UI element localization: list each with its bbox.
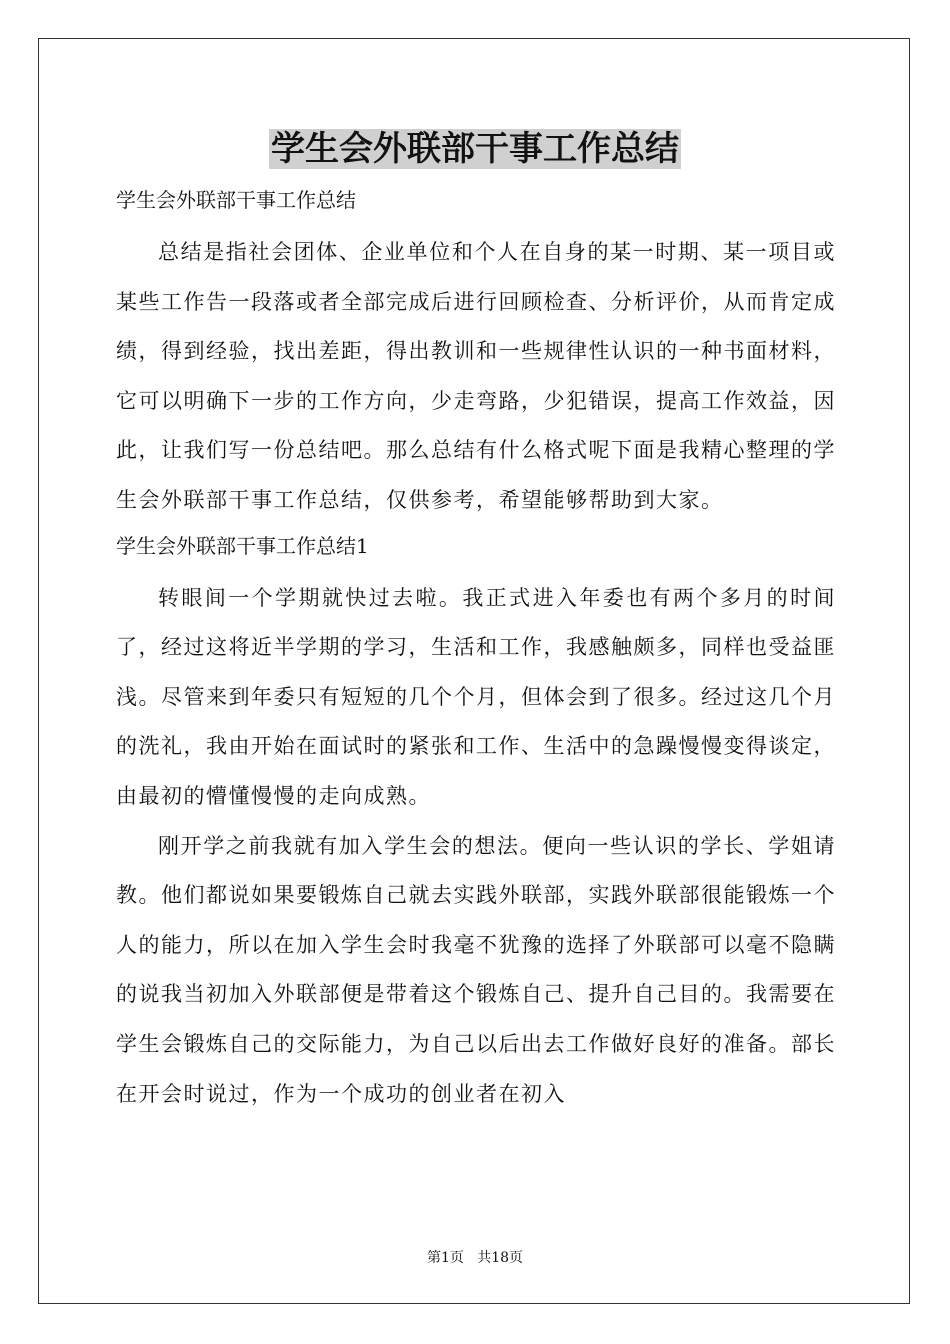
- intro-heading: 学生会外联部干事工作总结: [116, 188, 356, 212]
- document-title-text: 学生会外联部干事工作总结: [271, 129, 679, 169]
- spacer: [116, 220, 836, 228]
- document-title: [0, 126, 950, 172]
- page-footer: 第1页 共18页: [426, 1250, 524, 1266]
- spacer: [116, 566, 836, 574]
- section1-paragraph-2: 刚开学之前我就有加入学生会的想法。便向一些认识的学长、学姐请教。他们都说如果要锻炼自己就去实践外联部，实践外联部很能锻炼一个人的能力，所以在加入学生会时我毫不犹豫的选择了外联部可以毫不隐瞒的说我当初加入外联部便是带着这个锻炼自己、提升自己目的。我需要在学生会锻炼自己的交际能力，为自己以后出去工作做好良好的准备。部长在开会时说过，作为一个成功的创业者在初入: [116, 833, 836, 1106]
- section1-paragraph-1: 转眼间一个学期就快过去啦。我正式进入年委也有两个多月的时间了，经过这将近半学期的学习，生活和工作，我感触颇多，同样也受益匪浅。尽管来到年委只有短短的几个个月，但体会到了很多。经过这几个月的洗礼，我由开始在面试时的紧张和工作、生活中的急躁慢慢变得谈定，由最初的懵懂慢慢的走向成熟。: [116, 585, 836, 808]
- intro-paragraph: 总结是指社会团体、企业单位和个人在自身的某一时期、某一项目或某些工作告一段落或者全部完成后进行回顾检查、分析评价，从而肯定成绩，得到经验，找出差距，得出教训和一些规律性认识的一种书面材料，它可以明确下一步的工作方向，少走弯路，少犯错误，提高工作效益，因此，让我们写一份总结吧。那么总结有什么格式呢下面是我精心整理的学生会外联部干事工作总结，仅供参考，希望能够帮助到大家。: [116, 240, 836, 512]
- section1-heading: 学生会外联部干事工作总结1: [116, 533, 369, 558]
- document-body: [116, 180, 836, 1119]
